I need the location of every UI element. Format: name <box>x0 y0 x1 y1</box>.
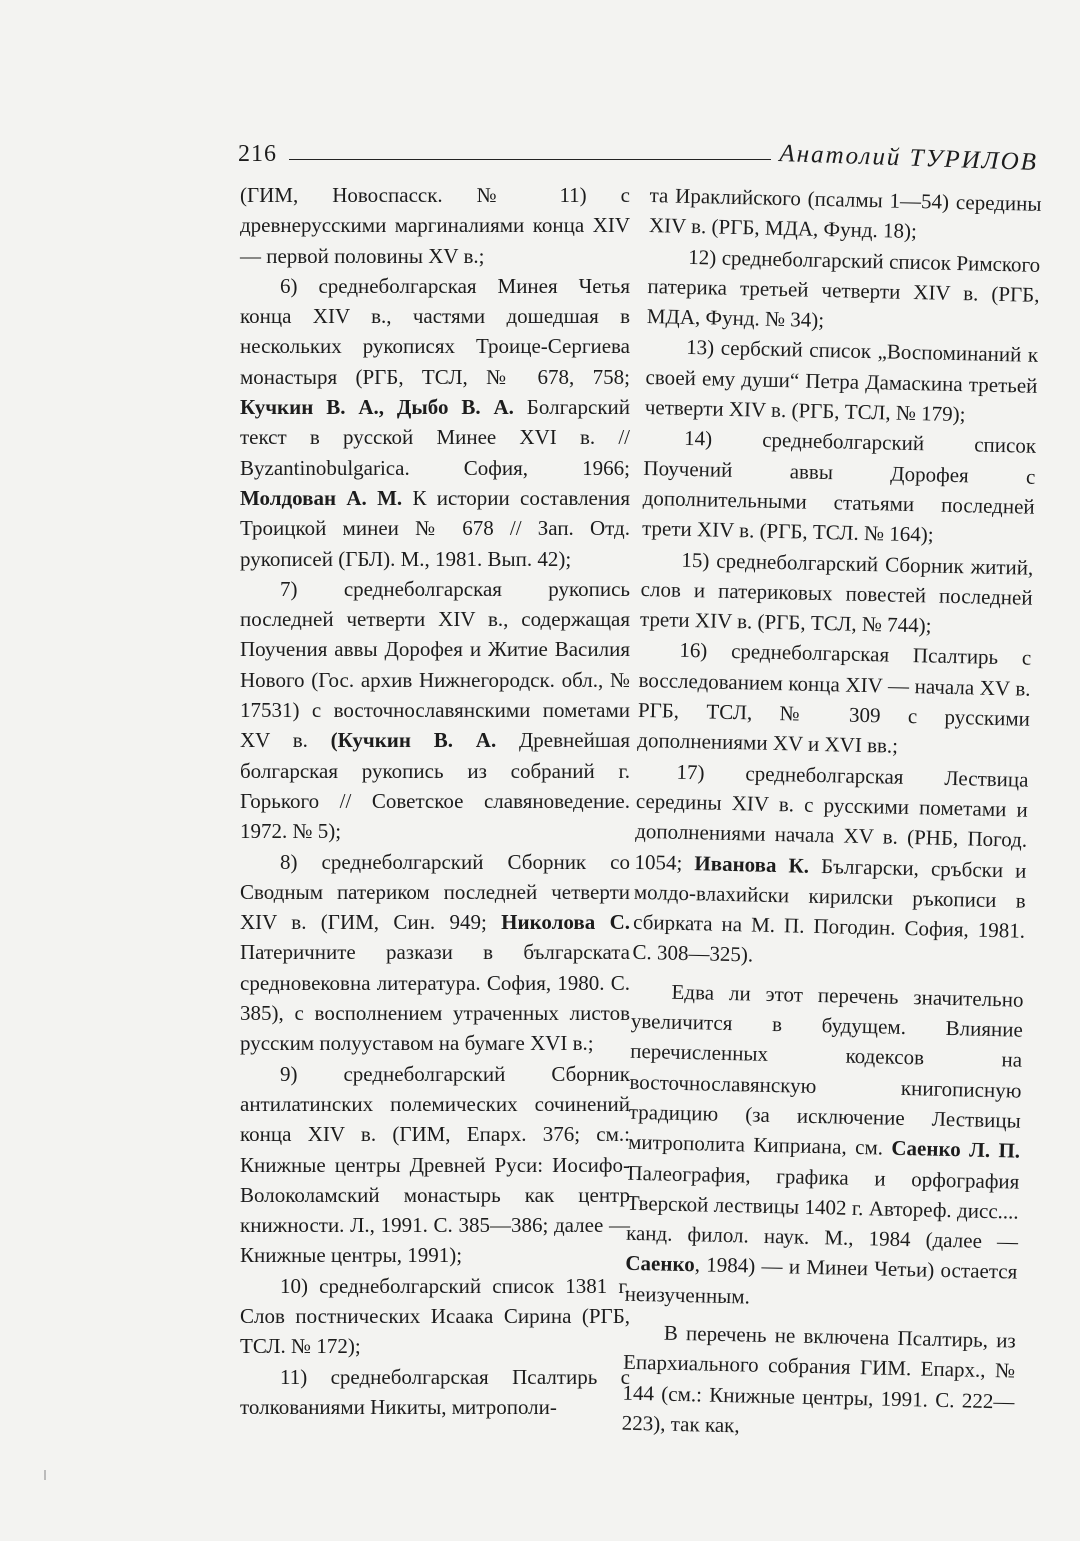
list-item-10: 10) среднеболгарский список 1381 г. Слов постнических Исаака Сирина (РГБ, ТСЛ. № 172); <box>240 1273 630 1359</box>
list-item-17: 17) среднеболгарская Лествица середины XIV в. с русскими пометами и дополнениями начала XV в. (РНБ, Погод. 1054; Иванова К. Български, сръбски и молдо-влахийски кирилски ръкописи в сбирката на М. П. Погодин. София, 1981. С. 308—325). <box>632 759 1029 967</box>
page-header <box>238 128 1039 177</box>
list-item-14: 14) среднеболгарский список Поучений аввы Дорофея с дополнительными статьями последней трети XIV в. (РГБ, ТСЛ. № 164); <box>641 426 1037 547</box>
list-item-13: 13) сербский список „Воспоминаний к своей ему души“ Петра Дамаскина третьей четверти XIV в. (РГБ, ТСЛ, № 179); <box>644 335 1039 427</box>
author-name: Николова С. <box>501 910 631 935</box>
author-name: Молдован А. М. <box>240 485 403 510</box>
author-name: Кучкин В. А., Дыбо В. А. <box>240 395 514 420</box>
list-item-12: 12) среднеболгарский список Римского патерика третьей четверти XIV в. (РГБ, МДА, Фунд. № 34); <box>646 244 1041 333</box>
list-item-11-end: та Ираклийского (псалмы 1—54) середины XIV в. (РГБ, МДА, Фунд. 18); <box>648 182 1042 244</box>
list-item-8: 8) среднеболгарский Сборник со Сводным патериком последней четверти XIV в. (ГИМ, Син. 949; Николова С. Патеричните разкази в българската средновековна литература. София, 1980. С. 385), с восполнением утраченных листов русским полууставом на бумаге XVI в.; <box>240 849 631 1056</box>
author-name: (Кучкин В. А. <box>330 728 497 753</box>
left-column <box>240 180 630 1422</box>
body-paragraph-1: Едва ли этот перечень значительно увеличится в будущем. Влияние перечисленных кодексов на восточнославянскую книгописную традицию (за исключение Лествицы митрополита Киприана, см. Саенко Л. П. Палеография, графика и орфография Тверской лествицы 1402 г. Автореф. дисс.... канд. филол. наук. М., 1984 (далее — Саенко, 1984) — и Минеи Четьи) остается неизученным. <box>624 979 1024 1309</box>
header-rule <box>289 159 771 160</box>
running-head: Анатолий ТУРИЛОВ <box>779 140 1039 177</box>
author-name: Саенко Л. П. <box>891 1135 1021 1163</box>
list-item-11-start: 11) среднеболгарская Псалтирь с толкованиями Никиты, митрополи- <box>240 1364 630 1419</box>
list-item-15: 15) среднеболгарский Сборник житий, слов и патериковых повестей последней трети XIV в. (РГБ, ТСЛ, № 744); <box>639 547 1034 638</box>
list-item-9: 9) среднеболгарский Сборник антилатинских полемических сочинений конца XIV в. (ГИМ, Епарх. 376; см.: Книжные центры Древней Руси: Иосифо- Волоколамский монастырь как центр книжности. Л., 1991. С. 385—386; далее — Книжные центры, 1991); <box>240 1061 630 1268</box>
list-item-16: 16) среднеболгарская Псалтирь с восследованием конца XIV — начала XV в. РГБ, ТСЛ, № 309 с русскими дополнениями XV и XVI вв.; <box>637 638 1032 759</box>
continuation-paragraph: (ГИМ, Новоспасск. № 11) с древнерусскими маргиналиями конца XIV — первой половины XV в.; <box>240 183 630 268</box>
author-name: Иванова К. <box>694 850 810 878</box>
list-item-6: 6) среднеболгарская Минея Четья конца XIV в., частями дошедшая в нескольких рукописях Троице-Сергиева монастыря (РГБ, ТСЛ, № 678, 758; Кучкин В. А., Дыбо В. А. Болгарский текст в русской Минее XVI в. // Byzantinobulgarica. София, 1966; Молдован А. М. К истории составления Троицкой минеи № 678 // Зап. Отд. рукописей (ГБЛ). М., 1981. Вып. 42); <box>240 273 630 571</box>
list-item-7: 7) среднеболгарская рукопись последней четверти XIV в., содержащая Поучения аввы Дорофея и Житие Василия Нового (Гос. архив Нижнегородск. обл., № 17531) с восточнославянскими пометами XV в. (Кучкин В. А. Древнейшая болгарская рукопись из собраний г. Горького // Советское славяноведение. 1972. № 5); <box>240 576 630 844</box>
author-name: Саенко <box>625 1251 696 1277</box>
right-column <box>621 180 1041 1447</box>
body-paragraph-2: В перечень не включена Псалтирь, из Епархиального собрания ГИМ. Епарх., № 144 (см.: Книжные центры, 1991. С. 222—223), так как, <box>621 1320 1017 1438</box>
page-number: 216 <box>238 141 277 167</box>
scan-speck <box>44 1470 46 1480</box>
